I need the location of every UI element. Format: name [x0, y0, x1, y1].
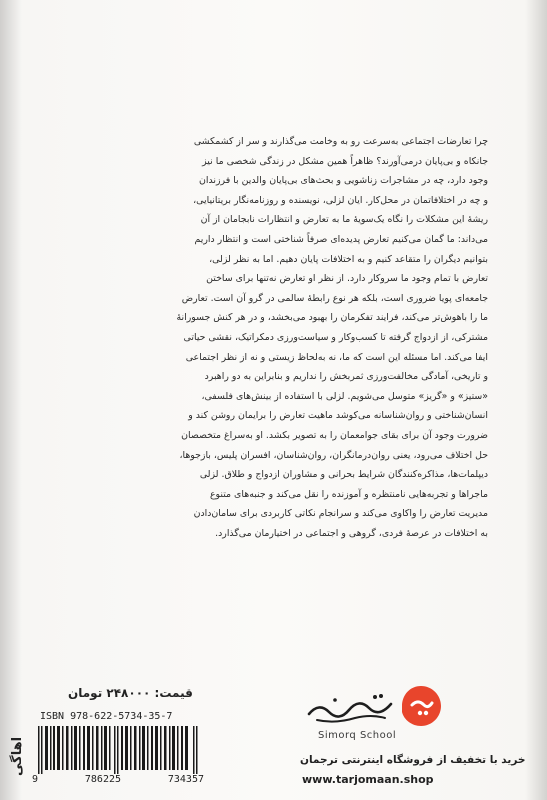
blurb-line: انسان‌شناختی و روان‌شناسانه می‌کوشد ماهیت تعارض را برایمان روشن کند و — [188, 410, 488, 422]
tarjoman-logo-icon — [398, 683, 444, 729]
barcode-digit-group: 9 — [32, 774, 39, 785]
blurb-line: به اختلافات در عرصهٔ فردی، گروهی و اجتماعی در اختیارمان می‌گذارد. — [215, 527, 488, 539]
blurb-line: ایفا می‌کند. اما مسئله این است که ما، نه به‌لحاظ زیستی و نه از نظر اجتماعی — [185, 351, 488, 363]
simorq-logo-icon — [305, 688, 397, 728]
back-cover-blurb — [58, 132, 488, 543]
barcode-digit-group: 786225 — [84, 774, 122, 785]
blurb-line: بتوانیم دیگران را متقاعد کنیم و به اختلافات پایان دهیم. اما به نظر لزلی، — [209, 253, 488, 265]
blurb-line: وجود دارد، چه در مشاجرات زناشویی و بحث‌های بی‌پایان والدین با فرزندان — [199, 175, 488, 187]
blurb-line: حل اختلاف می‌رود، یعنی روان‌درمانگران، روان‌شناسان، افسران پلیس، بازجوها، — [179, 449, 488, 461]
blurb-line: ضرورت وجود آن برای بقای جوامعمان را به تصویر بکشد. او به‌سراغ متخصصان — [181, 429, 488, 441]
blurb-line: مشترکی، از ازدواج گرفته تا کسب‌وکار و سیاست‌ورزی دمکراتیک، نقشی حیاتی — [183, 331, 488, 343]
isbn-text: ISBN 978-622-5734-35-7 — [40, 711, 173, 722]
blurb-line: ریشهٔ این مشکلات را نگاه یک‌سویهٔ ما به تعارض و انتظارات نابجامان از آن — [200, 214, 488, 226]
blurb-line: دیپلمات‌ها، مذاکره‌کنندگان شرایط بحرانی و مشاوران ازدواج و طلاق. لزلی — [199, 469, 488, 481]
publisher-logo-vertical: اهاگی — [10, 736, 25, 776]
blurb-line: «ستیز» و «گریز» متوسل می‌شویم. لزلی با استفاده از بینش‌های فلسفی، — [201, 390, 488, 402]
shop-url-link[interactable]: www.tarjomaan.shop — [302, 773, 434, 786]
blurb-line: چرا تعارضات اجتماعی به‌سرعت رو به وخامت می‌گذارند و سر از کشمکشی — [193, 136, 488, 147]
blurb-line: مدیریت تعارض را واکاوی می‌کند و سرانجام نکاتی کاربردی برای سامان‌دادن — [193, 508, 488, 520]
blurb-line: جامعه‌ای پویا ضروری است، بلکه هر نوع رابطهٔ سالمی در گرو آن است. تعارض — [181, 292, 488, 304]
barcode-digits — [32, 774, 204, 785]
blurb-line: ماجراها و تجربه‌هایی نامنتظره و آموزنده را نقل می‌کند و جنبه‌های متنوع — [209, 488, 488, 500]
blurb-line: جانکاه و بی‌پایان درمی‌آورند؟ ظاهراً همین مشکل در زندگی شخصی ما نیز — [202, 155, 488, 167]
price-label: قیمت: ۲۴۸۰۰۰ تومان — [68, 686, 193, 700]
blurb-line: می‌داند: ما گمان می‌کنیم تعارض پدیده‌ای صرفاً شناختی است و انتظار داریم — [194, 233, 488, 245]
blurb-line: و چه در اختلافاتمان در محل‌کار. ایان لزلی، نویسنده و روزنامه‌نگار بریتانیایی، — [193, 194, 488, 206]
blurb-line: ما را باهوش‌تر می‌کند، فرایند تفکرمان را بهبود می‌بخشد، و در هر کنش جسورانهٔ — [176, 312, 488, 324]
barcode-digit-group: 734357 — [167, 774, 204, 785]
blurb-line: تعارض با تمام وجود ما سروکار دارد. از نظر او تعارض نه‌تنها برای ساختن — [206, 273, 488, 285]
barcode-icon — [38, 726, 200, 774]
simorq-school-label: Simorq School — [318, 730, 397, 741]
shop-promo-text: خرید با تخفیف از فروشگاه اینترنتی ترجمان — [300, 754, 526, 766]
blurb-line: و تاریخی، آمادگی مخالفت‌ورزی ثمربخش را نداریم و بنابراین به دو راهبرد — [204, 371, 488, 383]
